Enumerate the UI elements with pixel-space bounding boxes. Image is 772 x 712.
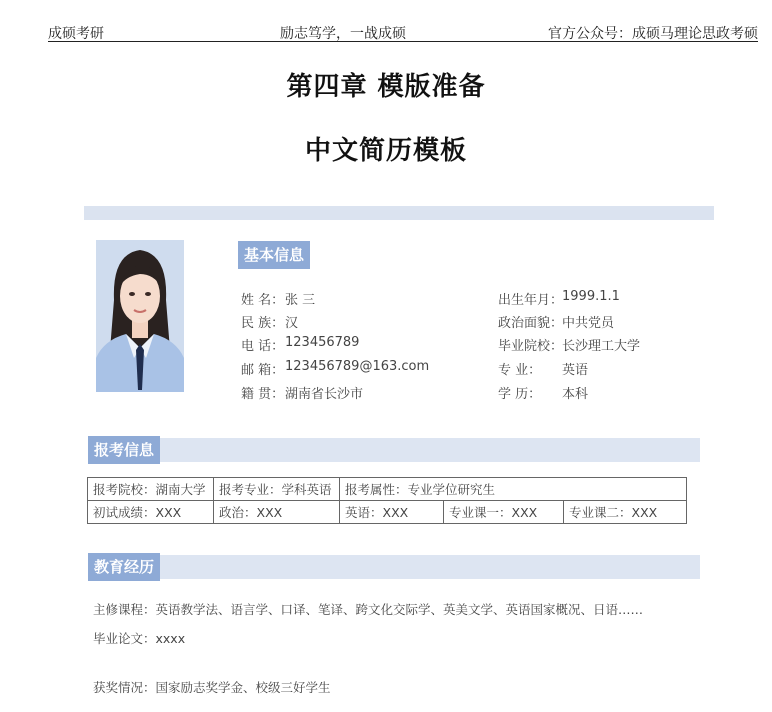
table-cell: 英语：XXX <box>340 501 444 524</box>
info-value: 123456789@163.com <box>285 359 430 374</box>
resume-top-band <box>84 206 714 220</box>
education-awards: 获奖情况：国家励志奖学金、校级三好学生 <box>93 680 331 695</box>
section-title-application: 报考信息 <box>88 436 160 464</box>
header-left-text: 成硕考研 <box>48 26 104 42</box>
info-value: 汉 <box>285 316 299 331</box>
info-value: 张 三 <box>285 293 316 308</box>
table-cell: 专业课一：XXX <box>444 501 564 524</box>
chapter-title: 第四章 模版准备 <box>286 72 486 102</box>
section-band-education <box>88 555 700 579</box>
table-cell: 初试成绩：XXX <box>88 501 214 524</box>
table-row <box>88 478 687 501</box>
info-value: 英语 <box>562 363 589 378</box>
info-value: 湖南省长沙市 <box>285 387 364 402</box>
info-label: 姓 名： <box>241 293 285 308</box>
table-row <box>88 501 687 524</box>
info-label: 毕业院校： <box>498 339 564 354</box>
section-title-basic-info: 基本信息 <box>238 241 310 269</box>
table-cell: 报考院校：湖南大学 <box>88 478 214 501</box>
info-value: 中共党员 <box>562 316 615 331</box>
table-cell: 专业课二：XXX <box>564 501 687 524</box>
info-label: 出生年月： <box>498 293 564 308</box>
info-value: 本科 <box>562 387 589 402</box>
info-label: 专 业： <box>498 363 542 378</box>
info-label: 政治面貌： <box>498 316 564 331</box>
profile-photo <box>96 240 184 392</box>
info-label: 学 历： <box>498 387 542 402</box>
info-value: 123456789 <box>285 335 360 350</box>
info-label: 电 话： <box>241 339 285 354</box>
resume-title: 中文简历模板 <box>304 136 467 166</box>
application-table <box>87 477 687 524</box>
info-label: 邮 箱： <box>241 363 285 378</box>
info-label: 民 族： <box>241 316 285 331</box>
table-cell: 报考专业：学科英语 <box>214 478 340 501</box>
info-value: 1999.1.1 <box>562 289 620 304</box>
section-title-education: 教育经历 <box>88 553 160 581</box>
info-label: 籍 贯： <box>241 387 285 402</box>
page-header <box>48 22 758 42</box>
education-courses: 主修课程：英语教学法、语言学、口译、笔译、跨文化交际学、英美文学、英语国家概况、日语…… <box>93 602 644 617</box>
header-center-text: 励志笃学，一战成硕 <box>280 26 406 42</box>
table-cell: 政治：XXX <box>214 501 340 524</box>
education-thesis: 毕业论文：xxxx <box>93 631 186 646</box>
header-right-text: 官方公众号：成硕马理论思政考硕 <box>548 26 758 42</box>
info-value: 长沙理工大学 <box>562 339 641 354</box>
table-cell: 报考属性：专业学位研究生 <box>340 478 687 501</box>
section-band-application <box>88 438 700 462</box>
